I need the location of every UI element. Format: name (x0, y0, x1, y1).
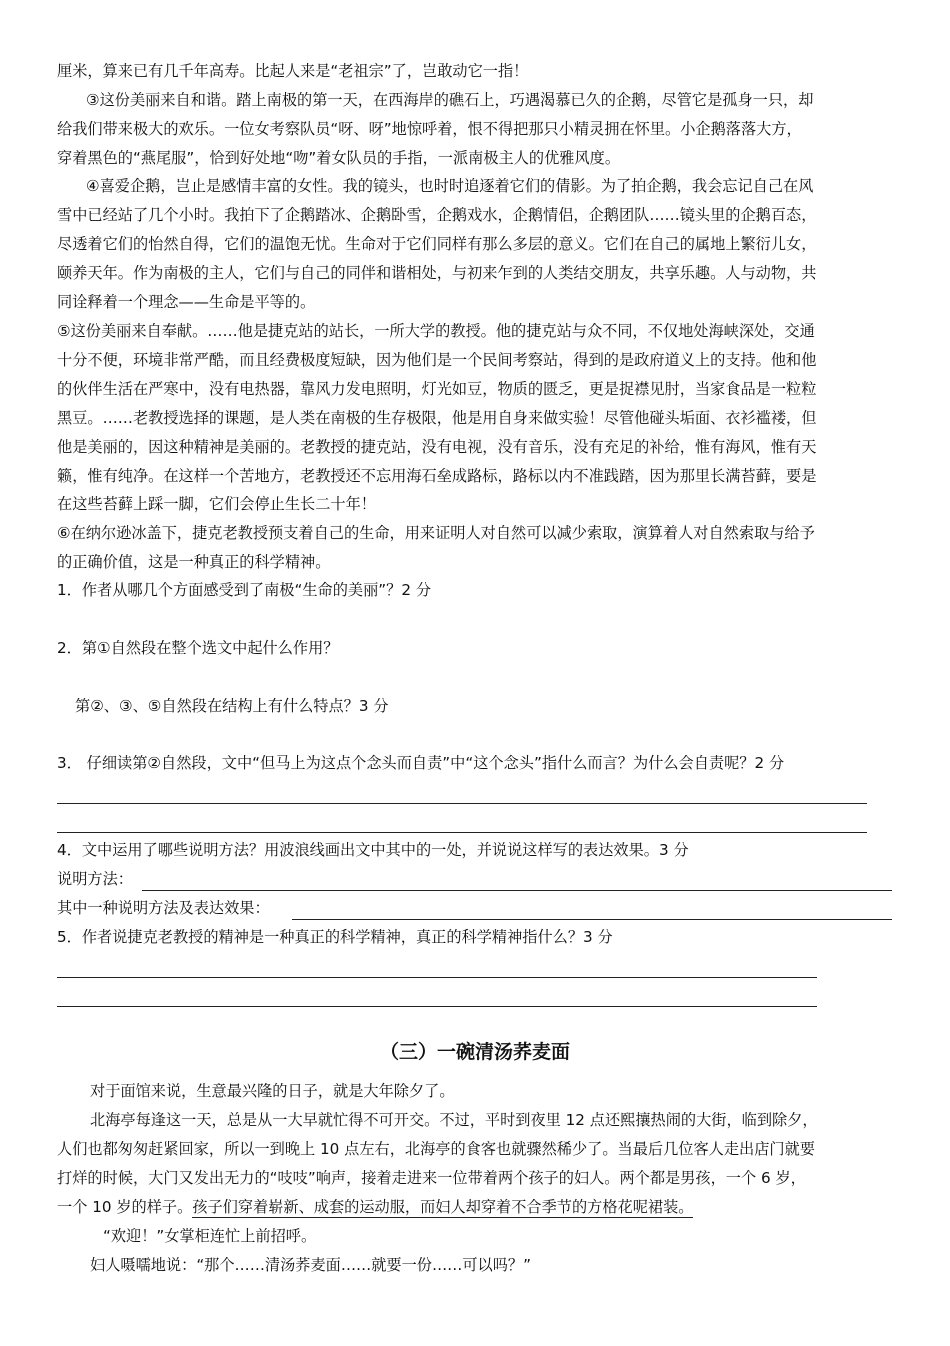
passage-line: ④喜爱企鹅，岂止是感情丰富的女性。我的镜头，也时时追逐着它们的倩影。为了拍企鹅，我会忘记自己在风 (86, 177, 814, 195)
passage-line: ⑥在纳尔逊冰盖下，捷克老教授预支着自己的生命，用来证明人对自然可以减少索取，演算着人对自然索取与给予 (57, 524, 815, 542)
section-title: （三）一碗清汤荞麦面 (379, 1041, 570, 1063)
section3-line: 对于面馆来说，生意最兴隆的日子，就是大年除夕了。 (90, 1082, 455, 1100)
passage-line: 在这些苔藓上踩一脚，它们会停止生长二十年！ (57, 495, 376, 513)
passage-line: 颐养天年。作为南极的主人，它们与自己的同伴和谐相处，与初来乍到的人类结交朋友，共享乐趣。人与动物，共 (57, 264, 817, 282)
answer-line[interactable] (57, 1006, 817, 1007)
question-4: 4．文中运用了哪些说明方法？用波浪线画出文中其中的一处，并说说这样写的表达效果。3 分 (57, 841, 689, 859)
question-2: 2．第①自然段在整个选文中起什么作用？ (57, 639, 339, 657)
passage-line: 尽透着它们的怡然自得，它们的温饱无忧。生命对于它们同样有那么多层的意义。它们在自己的属地上繁衍儿女， (57, 235, 817, 253)
passage-line: 同诠释着一个理念——生命是平等的。 (57, 293, 316, 311)
answer-line-effect[interactable] (292, 919, 892, 920)
question-4-effect-label: 其中一种说明方法及表达效果： (57, 899, 270, 917)
passage-line: 给我们带来极大的欢乐。一位女考察队员“呀、呀”地惊呼着，恨不得把那只小精灵拥在怀里。小企鹅落落大方， (57, 120, 802, 138)
question-4-method-label: 说明方法： (57, 870, 133, 888)
underlined-sentence: 孩子们穿着崭新、成套的运动服，而妇人却穿着不合季节的方格花呢裙装。 (192, 1198, 694, 1216)
section3-line: 打烊的时候，大门又发出无力的“吱吱”响声，接着走进来一位带着两个孩子的妇人。两个都是男孩，一个 6 岁， (57, 1169, 806, 1187)
passage-line: 穿着黑色的“燕尾服”，恰到好处地“吻”着女队员的手指，一派南极主人的优雅风度。 (57, 149, 621, 167)
passage-line: 雪中已经站了几个小时。我拍下了企鹅踏冰、企鹅卧雪，企鹅戏水，企鹅情侣，企鹅团队……镜头里的企鹅百态， (57, 206, 817, 224)
passage-line: 黑豆。……老教授选择的课题，是人类在南极的生存极限，他是用自身来做实验！尽管他碰头垢面、衣衫褴褛，但 (57, 409, 817, 427)
section3-text: 一个 10 岁的样子。 (57, 1198, 193, 1216)
passage-line: ③这份美丽来自和谐。踏上南极的第一天，在西海岸的礁石上，巧遇渴慕已久的企鹅，尽管它是孤身一只，却 (86, 91, 814, 109)
question-3: 3． 仔细读第②自然段，文中“但马上为这点个念头而自责”中“这个念头”指什么而言？为什么会自责呢？2 分 (57, 754, 785, 772)
section3-line: 人们也都匆匆赶紧回家，所以一到晚上 10 点左右，北海亭的食客也就骤然稀少了。当最后几位客人走出店门就要 (57, 1140, 815, 1158)
passage-line: 的伙伴生活在严寒中，没有电热器，靠风力发电照明，灯光如豆，物质的匮乏，更是捉襟见肘，当家食品是一粒粒 (57, 380, 817, 398)
question-5: 5．作者说捷克老教授的精神是一种真正的科学精神，真正的科学精神指什么？3 分 (57, 928, 613, 946)
answer-line[interactable] (57, 803, 867, 804)
section3-line: “欢迎！”女掌柜连忙上前招呼。 (103, 1227, 317, 1245)
passage-line: 籁，惟有纯净。在这样一个苦地方，老教授还不忘用海石垒成路标，路标以内不准践踏，因为那里长满苔藓，要是 (57, 467, 817, 485)
passage-line: ⑤这份美丽来自奉献。……他是捷克站的站长，一所大学的教授。他的捷克站与众不同，不仅地处海峡深处，交通 (57, 322, 815, 340)
answer-line-method[interactable] (142, 890, 892, 891)
question-2b: 第②、③、⑤自然段在结构上有什么特点？3 分 (75, 697, 389, 715)
section3-line: 北海亭每逢这一天，总是从一大早就忙得不可开交。不过，平时到夜里 12 点还熙攘热闹的大街，临到除夕， (90, 1111, 818, 1129)
passage-line: 的正确价值，这是一种真正的科学精神。 (57, 553, 331, 571)
section3-line-mixed (57, 1193, 897, 1222)
section3-line: 妇人嗫嚅地说：“那个……清汤荞麦面……就要一份……可以吗？” (90, 1256, 531, 1274)
passage-line: 十分不便，环境非常严酷，而且经费极度短缺，因为他们是一个民间考察站，得到的是政府道义上的支持。他和他 (57, 351, 817, 369)
passage-line: 厘米，算来已有几千年高寿。比起人来是“老祖宗”了，岂敢动它一指！ (57, 62, 529, 80)
passage-line: 他是美丽的，因这种精神是美丽的。老教授的捷克站，没有电视，没有音乐，没有充足的补给，惟有海风，惟有天 (57, 438, 817, 456)
answer-line[interactable] (57, 977, 817, 978)
answer-line[interactable] (57, 832, 867, 833)
question-1: 1．作者从哪几个方面感受到了南极“生命的美丽”？2 分 (57, 581, 432, 599)
